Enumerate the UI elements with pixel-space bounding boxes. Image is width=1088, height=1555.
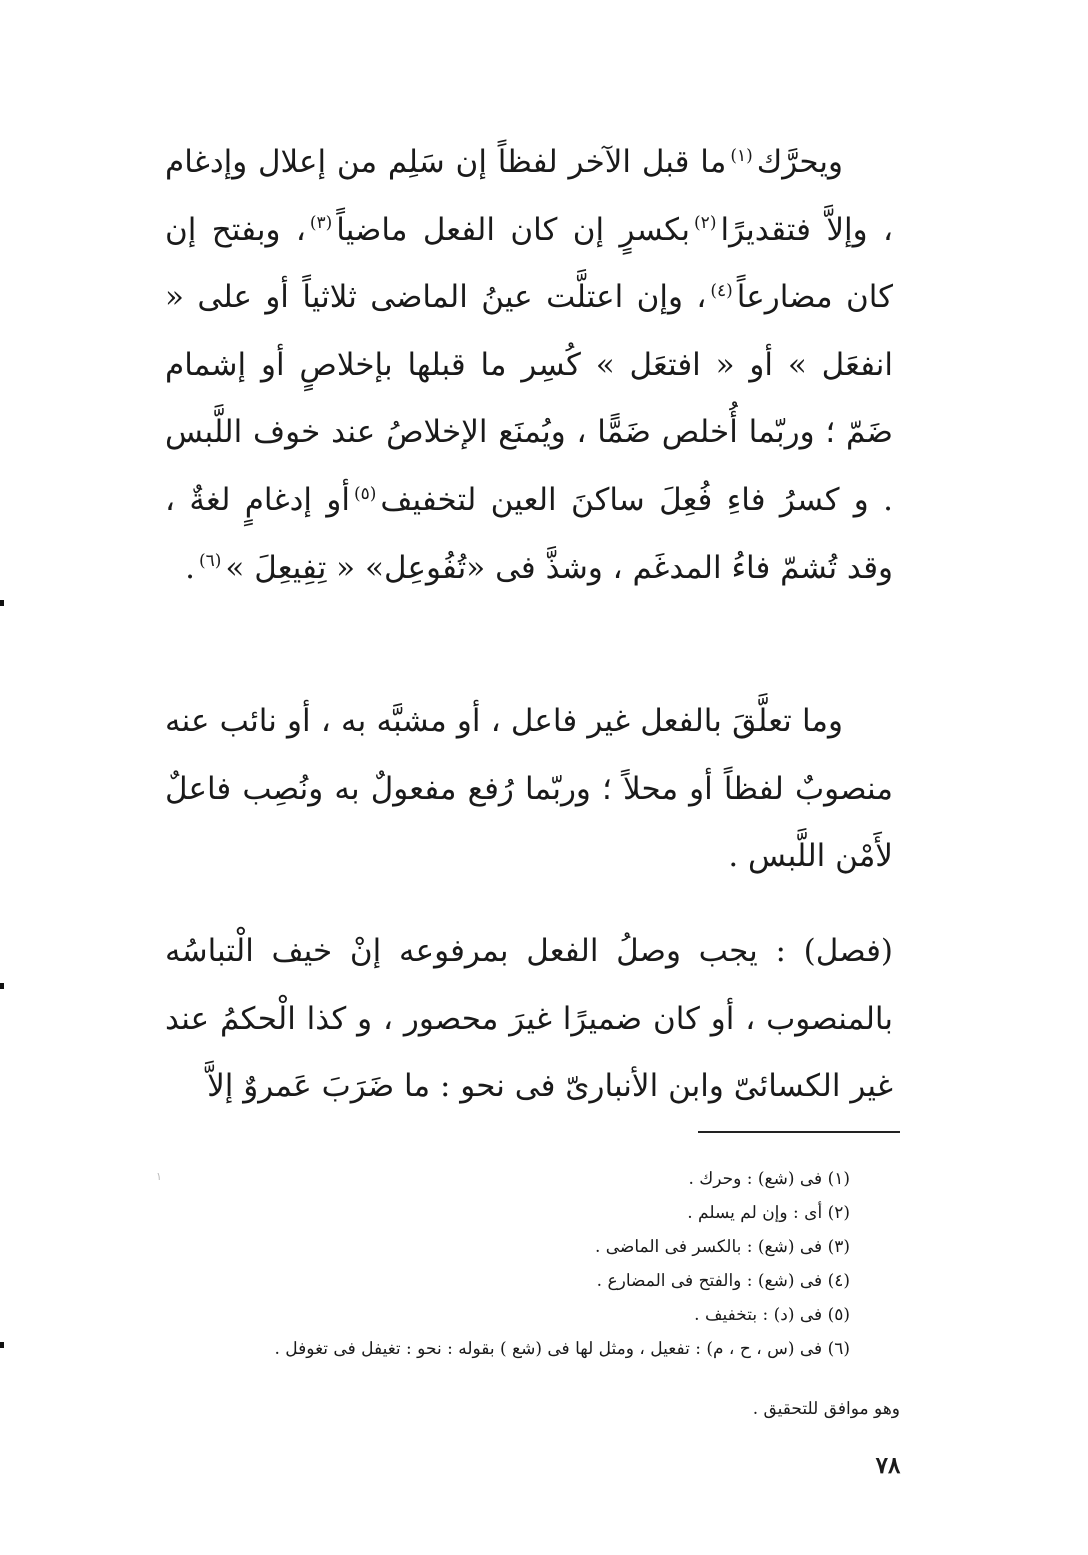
- footnote-5: (٥) فى (د) : بتخفيف .: [694, 1305, 850, 1325]
- footnote-ref-6: (٦): [198, 551, 222, 572]
- text-segment: ما قبل الآخر لفظاً إن سَلِم من إعلال وإدغام ، وإلاَّ فتقديرًا: [165, 144, 893, 248]
- footnote-ref-2: (٢): [694, 213, 717, 234]
- footnote-4: (٤) فى (شع) : والفتح فى المضارع .: [596, 1271, 850, 1291]
- scan-edge-mark: [0, 983, 4, 989]
- margin-mark: ١: [156, 1170, 162, 1183]
- text-segment: ، وإن اعتلَّت عينُ الماضى ثلاثياً أو على « انفعَل » أو « افتعَل » كُسِر ما قبلها بإخلاصٍ أو إشمام ضَمّ ؛ وربّما أُخلص ضَمًّا ، ويُمنَع الإخلاصُ عند خوف اللَّبس . و كسرُ فاءِ فُعِلَ ساكنَ العين لتخفيف: [165, 279, 893, 518]
- page-number: ٧٨: [875, 1452, 901, 1479]
- text-segment: ، وبفتح إن كان مضارعاً: [165, 211, 894, 316]
- footnote-ref-5: (٥): [353, 483, 377, 504]
- footnote-ref-1: (١): [730, 145, 753, 166]
- text-segment: بكسرٍ إن كان الفعل ماضياً: [336, 211, 691, 248]
- footnote-6-continuation: وهو موافق للتحقيق .: [752, 1399, 900, 1419]
- footnotes-list: [150, 1162, 850, 1366]
- scan-edge-mark: [0, 600, 4, 606]
- footnote-1: (١) فى (شع) : وحرك .: [688, 1169, 850, 1189]
- footnote-ref-3: (٣): [309, 213, 333, 234]
- footnote-ref-4: (٤): [710, 280, 733, 301]
- text-segment: ويحرَّك: [756, 144, 843, 180]
- text-segment: أو إدغامٍ لغةٌ ، وقد تُشمّ فاءُ المدغَم ، وشذَّ فى «تُفُوعِل» « تِفِيعِلَ »: [165, 481, 893, 586]
- paragraph-1: [165, 129, 893, 602]
- footnote-divider: [698, 1131, 900, 1133]
- paragraph-3: (فصل) : يجب وصلُ الفعل بمرفوعه إنْ خيف الْتباسُه بالمنصوب ، أو كان ضميرًا غيرَ محصور ، و كذا الْحكمُ عند غير الكسائىّ وابن الأنبارىّ فى نحو : ما ضَرَبَ عَمروٌ إلاَّ: [165, 933, 893, 1105]
- text-segment: .: [185, 549, 195, 586]
- paragraph-2: وما تعلَّقَ بالفعل غير فاعل ، أو مشبَّه به ، أو نائب عنه منصوبٌ لفظاً أو محلاً ؛ وربّما رُفع مفعولٌ به ونُصِب فاعلٌ لأَمْن اللَّبس .: [165, 703, 893, 875]
- footnote-6: (٦) فى (س ، ح ، م) : تفعيل ، ومثل لها فى (شع ) بقوله : نحو : تغيفل فى تغوفل .: [274, 1339, 850, 1359]
- footnote-3: (٣) فى (شع) : بالكسر فى الماضى .: [594, 1237, 850, 1257]
- footnote-2: (٢) أى : وإن لم يسلم .: [687, 1203, 850, 1223]
- scan-edge-mark: [0, 1342, 4, 1348]
